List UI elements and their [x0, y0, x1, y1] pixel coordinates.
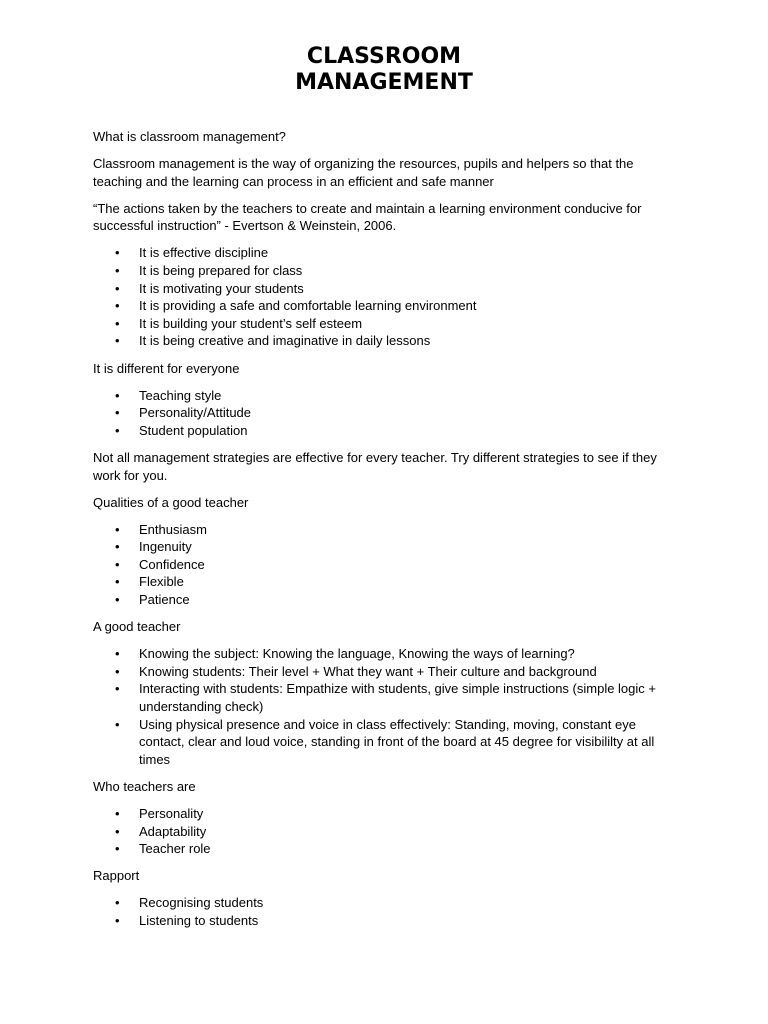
list-item — [93, 244, 675, 262]
list-item — [93, 538, 675, 556]
list-item-text: Teaching style — [139, 387, 222, 403]
list-item — [93, 805, 675, 823]
list-item — [93, 894, 675, 912]
list-item-text: Patience — [139, 592, 190, 608]
paragraph: Classroom management is the way of organizing the resources, pupils and helpers so that the teaching and the learning can process in an efficient and safe manner — [93, 156, 634, 189]
bullet-icon: • — [115, 912, 120, 928]
bullet-icon: • — [115, 315, 120, 331]
page-title — [93, 44, 675, 96]
list-item — [93, 663, 675, 681]
list-item — [93, 591, 675, 609]
bullet-icon: • — [115, 574, 120, 590]
bullet-icon: • — [115, 592, 120, 608]
bullet-icon: • — [115, 521, 120, 537]
bullet-icon: • — [115, 841, 120, 857]
bullet-icon: • — [115, 387, 120, 403]
list-item-text: It is building your student’s self esteem — [139, 315, 363, 331]
bullet-icon: • — [115, 422, 120, 438]
bullet-icon: • — [115, 405, 120, 421]
paragraph: Rapport — [93, 868, 140, 884]
bullet-icon: • — [115, 298, 120, 314]
bullet-icon: • — [115, 681, 120, 697]
list-item — [93, 521, 675, 539]
list-item-text: It is being creative and imaginative in daily lessons — [139, 333, 431, 349]
list-item — [93, 840, 675, 858]
list-item — [93, 716, 675, 769]
list-item-text: Using physical presence and voice in class effectively: Standing, moving, constant eye contact, clear and loud voice, standing in front of the board at 45 degree for visibililty at all times — [139, 716, 655, 767]
paragraph: “The actions taken by the teachers to create and maintain a learning environment conducive for successful instruction” - Evertson & Weinstein, 2006. — [93, 200, 642, 234]
paragraph: Qualities of a good teacher — [93, 494, 249, 510]
bullet-icon: • — [115, 895, 120, 911]
bullet-list — [93, 805, 675, 858]
bullet-icon: • — [115, 716, 120, 732]
list-item — [93, 315, 675, 333]
bullet-list — [93, 521, 675, 609]
bullet-list — [93, 645, 675, 768]
list-item — [93, 823, 675, 841]
list-item — [93, 280, 675, 298]
list-item — [93, 404, 675, 422]
list-item-text: It is motivating your students — [139, 280, 304, 296]
list-item — [93, 912, 675, 930]
bullet-icon: • — [115, 646, 120, 662]
list-item-text: Personality — [139, 806, 204, 821]
list-item-text: It is effective discipline — [139, 245, 269, 261]
paragraph: A good teacher — [93, 619, 181, 635]
list-item-text: Student population — [139, 422, 248, 438]
bullet-list — [93, 244, 675, 350]
title-line-1: CLASSROOM — [306, 44, 462, 69]
list-item-text: Flexible — [139, 574, 184, 590]
bullet-icon: • — [115, 333, 120, 349]
list-item-text: Enthusiasm — [139, 521, 207, 537]
list-item-text: Knowing the subject: Knowing the language, Knowing the ways of learning? — [139, 646, 575, 662]
bullet-list — [93, 387, 675, 440]
paragraph: It is different for everyone — [93, 360, 240, 376]
bullet-icon: • — [115, 556, 120, 572]
list-item — [93, 387, 675, 405]
bullet-icon: • — [115, 806, 120, 821]
list-item-text: Knowing students: Their level + What they want + Their culture and background — [139, 663, 597, 679]
document-body — [93, 128, 675, 930]
list-item-text: It is being prepared for class — [139, 263, 303, 279]
list-item — [93, 297, 675, 315]
list-item-text: Interacting with students: Empathize with students, give simple instructions (simple logic + understanding check) — [139, 681, 656, 715]
list-item — [93, 262, 675, 280]
bullet-icon: • — [115, 823, 120, 839]
bullet-icon: • — [115, 539, 120, 555]
list-item-text: Listening to students — [139, 912, 259, 928]
list-item — [93, 645, 675, 663]
list-item-text: Recognising students — [139, 895, 264, 911]
bullet-icon: • — [115, 263, 120, 279]
list-item-text: Ingenuity — [139, 539, 192, 555]
list-item — [93, 556, 675, 574]
bullet-list — [93, 894, 675, 929]
bullet-icon: • — [115, 663, 120, 679]
list-item — [93, 332, 675, 350]
list-item-text: Confidence — [139, 556, 205, 572]
title-line-2: MANAGEMENT — [295, 70, 473, 95]
paragraph: Not all management strategies are effective for every teacher. Try different strategies to see if they work for you. — [93, 449, 657, 483]
paragraph: What is classroom management? — [93, 129, 286, 144]
list-item — [93, 422, 675, 440]
bullet-icon: • — [115, 245, 120, 261]
list-item-text: Adaptability — [139, 823, 207, 839]
bullet-icon: • — [115, 280, 120, 296]
paragraph: Who teachers are — [93, 778, 196, 794]
list-item-text: Teacher role — [139, 841, 211, 857]
list-item-text: It is providing a safe and comfortable learning environment — [139, 298, 477, 314]
list-item — [93, 573, 675, 591]
list-item-text: Personality/Attitude — [139, 405, 252, 421]
list-item — [93, 680, 675, 715]
